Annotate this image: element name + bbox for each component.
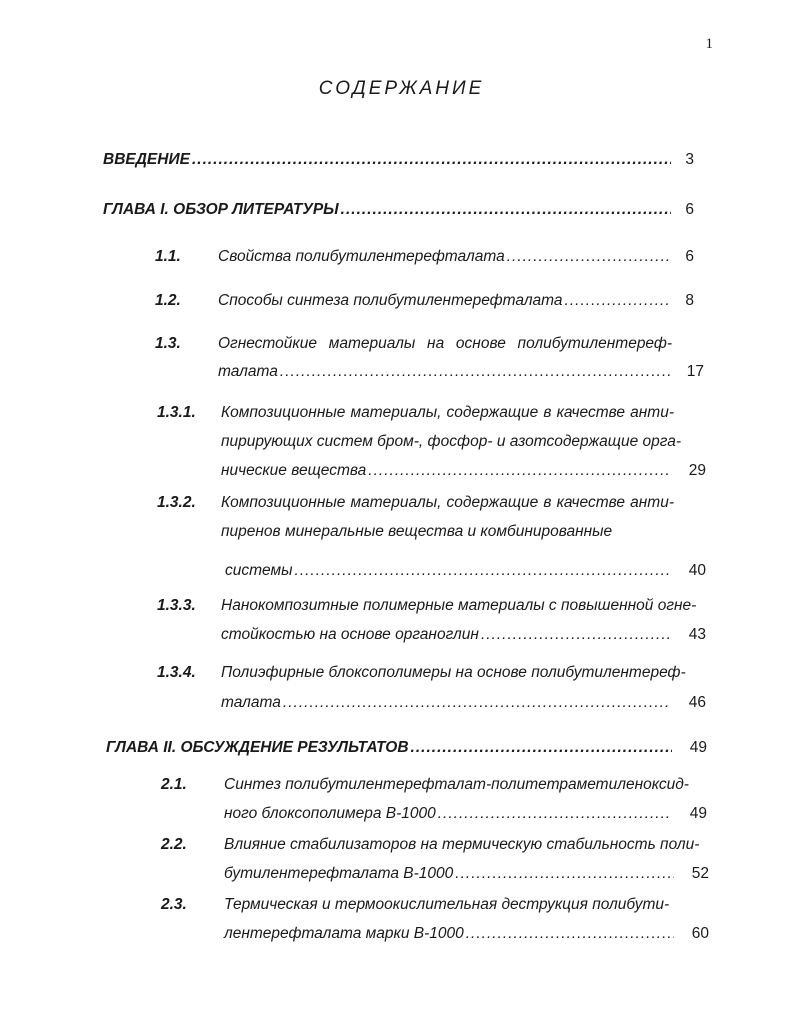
toc-page: 6: [685, 248, 694, 265]
toc-entry-2-1: [224, 805, 672, 823]
toc-number: 1.1.: [155, 248, 181, 265]
toc-page: 60: [691, 925, 709, 942]
toc-entry-1-3-1: [221, 462, 671, 480]
toc-number: 1.3.4.: [157, 664, 196, 681]
toc-line: Нанокомпозитные полимерные материалы с повышенной огне-: [221, 597, 697, 614]
toc-entry-ch2: [106, 739, 672, 757]
toc-line: Композиционные материалы, содержащие в качестве анти-: [221, 404, 674, 421]
toc-page: 49: [689, 739, 707, 756]
toc-page: 6: [685, 201, 694, 218]
toc-line: Влияние стабилизаторов на термическую стабильность поли-: [224, 836, 700, 853]
toc-page: 49: [689, 805, 707, 822]
toc-entry-2-3: [224, 925, 674, 943]
page-title: СОДЕРЖАНИЕ: [318, 78, 485, 99]
page-number: 1: [705, 36, 713, 52]
toc-entry-text: бутилентерефталата В-1000: [224, 865, 454, 882]
toc-entry-text: талата: [221, 694, 281, 711]
toc-line: пиренов минеральные вещества и комбинированные: [221, 523, 613, 540]
toc-entry-text: стойкостью на основе органоглин: [221, 626, 479, 643]
toc-entry-text: ного блоксополимера В-1000: [224, 805, 436, 822]
toc-page: 8: [685, 292, 694, 309]
toc-page: 40: [688, 562, 706, 579]
toc-number: 1.2.: [155, 292, 181, 309]
toc-entry-1-3-3: [221, 626, 671, 644]
toc-entry-1-2: [218, 292, 670, 310]
toc-number: 2.3.: [161, 896, 187, 913]
toc-line: Синтез полибутилентерефталат-политетраметиленоксид-: [224, 776, 689, 793]
toc-entry-text: талата: [218, 363, 278, 380]
toc-entry-text: нические вещества: [221, 462, 367, 479]
toc-entry-1-1: [218, 248, 670, 266]
toc-line: Огнестойкие материалы на основе полибутилентереф-: [218, 335, 672, 352]
toc-entry-text: ГЛАВА I. ОБЗОР ЛИТЕРАТУРЫ: [103, 201, 339, 218]
toc-page: 43: [688, 626, 706, 643]
toc-entry-intro: [103, 151, 671, 169]
toc-number: 2.1.: [161, 776, 187, 793]
toc-entry-ch1: [103, 201, 671, 219]
toc-line: Термическая и термоокислительная деструкция полибути-: [224, 896, 670, 913]
toc-line: Полиэфирные блоксополимеры на основе полибутилентереф-: [221, 664, 686, 681]
toc-entry-text: системы: [225, 562, 293, 579]
toc-entry-text: ГЛАВА II. ОБСУЖДЕНИЕ РЕЗУЛЬТАТОВ: [106, 739, 409, 756]
toc-line: пирирующих систем бром-, фосфор- и азотсодержащие орга-: [221, 433, 681, 450]
toc-page: 29: [688, 462, 706, 479]
toc-line: Композиционные материалы, содержащие в качестве анти-: [221, 494, 674, 511]
toc-page: 3: [685, 151, 694, 168]
toc-entry-1-3-2: [225, 562, 671, 580]
toc-entry-1-3: [218, 363, 670, 381]
toc-entry-text: Способы синтеза полибутилентерефталата: [218, 292, 563, 309]
toc-entry-text: ВВЕДЕНИЕ: [103, 151, 190, 168]
toc-entry-text: лентерефталата марки В-1000: [224, 925, 464, 942]
toc-number: 1.3.2.: [157, 494, 196, 511]
toc-number: 1.3.1.: [157, 404, 196, 421]
toc-number: 1.3.: [155, 335, 181, 352]
toc-number: 1.3.3.: [157, 597, 196, 614]
toc-page: 17: [686, 363, 704, 380]
toc-number: 2.2.: [161, 836, 187, 853]
toc-page: 52: [691, 865, 709, 882]
toc-entry-text: Свойства полибутилентерефталата: [218, 248, 505, 265]
toc-entry-2-2: [224, 865, 674, 883]
toc-entry-1-3-4: [221, 694, 671, 712]
toc-page: 46: [688, 694, 706, 711]
